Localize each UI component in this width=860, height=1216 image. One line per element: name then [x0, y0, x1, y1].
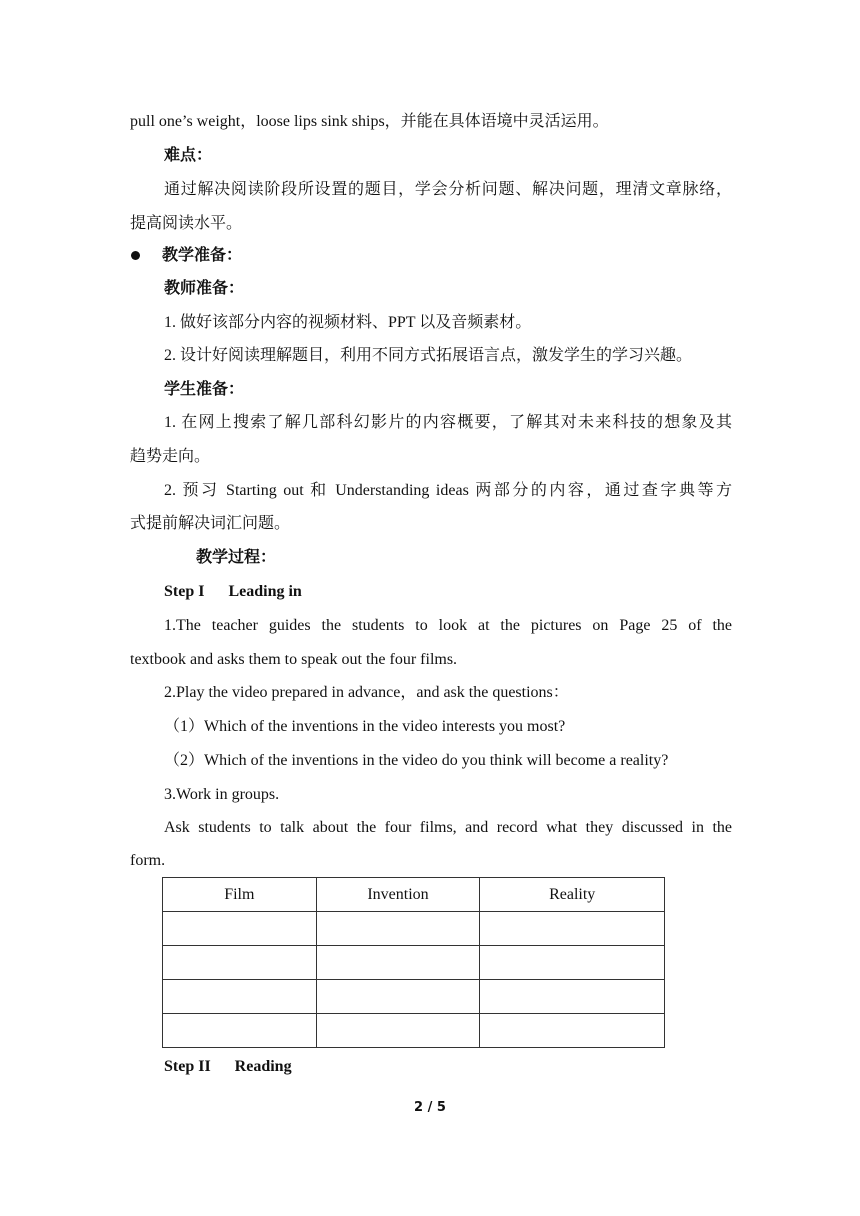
table-header-cell: Reality — [480, 878, 665, 912]
page-number: 2 / 5 — [414, 1100, 446, 1115]
paragraph-line: textbook and asks them to speak out the four films. — [130, 651, 458, 668]
paragraph-line: 趋势走向。 — [130, 448, 211, 465]
table-cell — [480, 946, 665, 980]
paragraph-line: 式提前解决词汇问题。 — [130, 515, 291, 532]
subheading-teacher: 教师准备： — [164, 280, 245, 297]
paragraph-line: 2. 设计好阅读理解题目，利用不同方式拓展语言点，激发学生的学习兴趣。 — [164, 347, 693, 364]
table-cell — [480, 980, 665, 1014]
table-row — [163, 1014, 665, 1048]
table-cell — [316, 946, 480, 980]
table-row — [163, 946, 665, 980]
paragraph-line: 2. 预习 Starting out 和 Understanding ideas 两部分的内容，通过查字典等方 — [164, 482, 732, 499]
bullet-icon — [131, 251, 140, 260]
table-cell — [316, 912, 480, 946]
table-cell — [163, 912, 317, 946]
paragraph-line: 通过解决阅读阶段所设置的题目，学会分析问题、解决问题，理清文章脉络， — [164, 181, 732, 198]
table-cell — [316, 980, 480, 1014]
table-row — [163, 980, 665, 1014]
film-invention-table — [162, 877, 665, 1048]
table-cell — [163, 1014, 317, 1048]
paragraph-line: Ask students to talk about the four films, and record what they discussed in the — [164, 819, 732, 836]
paragraph-line: 1. 做好该部分内容的视频材料、PPT 以及音频素材。 — [164, 314, 532, 331]
table-cell — [163, 980, 317, 1014]
question-line: （2）Which of the inventions in the video do you think will become a reality? — [164, 752, 669, 769]
step-heading: Step I Leading in — [164, 583, 302, 600]
table-header-cell: Invention — [316, 878, 480, 912]
question-line: （1）Which of the inventions in the video interests you most? — [164, 718, 566, 735]
paragraph-line: 提高阅读水平。 — [130, 215, 243, 232]
table-row — [163, 912, 665, 946]
table-cell — [316, 1014, 480, 1048]
paragraph-line: form. — [130, 852, 166, 869]
paragraph-line: 1.The teacher guides the students to look at the pictures on Page 25 of the — [164, 617, 732, 634]
table-cell — [163, 946, 317, 980]
section-heading-process: 教学过程： — [196, 549, 277, 566]
paragraph-line: pull one’s weight，loose lips sink ships，并能在具体语境中灵活运用。 — [130, 113, 609, 130]
paragraph-line: 2.Play the video prepared in advance，and ask the questions： — [164, 684, 569, 701]
subheading-student: 学生准备： — [164, 381, 245, 398]
table-header-row — [163, 878, 665, 912]
paragraph-line: 3.Work in groups. — [164, 786, 280, 803]
paragraph-line: 1. 在网上搜索了解几部科幻影片的内容概要，了解其对未来科技的想象及其 — [164, 414, 732, 431]
section-heading-difficulty: 难点： — [164, 147, 213, 164]
table-header-cell: Film — [163, 878, 317, 912]
table-cell — [480, 1014, 665, 1048]
section-heading-preparation: 教学准备： — [162, 247, 243, 264]
step-heading: Step II Reading — [164, 1058, 292, 1075]
table-cell — [480, 912, 665, 946]
